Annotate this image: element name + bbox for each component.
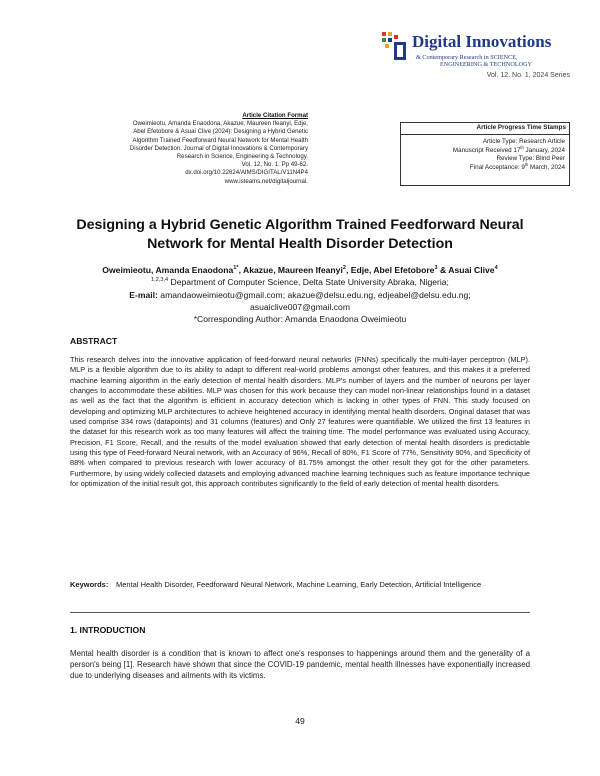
citation-line: Algorithm Trained Feedforward Neural Network for Mental Health	[132, 136, 308, 144]
author-emails	[60, 290, 540, 300]
citation-line: Research in Science, Engineering & Technology.	[176, 153, 308, 161]
corresponding-author: *Corresponding Author: Amanda Enaodona Oweimieotu	[193, 314, 407, 324]
citation-heading: Article Citation Format	[242, 112, 308, 119]
citation-block	[60, 112, 308, 186]
author-email-2[interactable]: asuaiclive007@gmail.com	[250, 302, 350, 312]
introduction-text: Mental health disorder is a condition that is known to affect one's responses to happenings around them and the generality of a person's being [1]. Research have shown that since the COVID-19 pandemic, mental health illnesses have exponentially increased due to underlying diseases and ailments with its victims.	[70, 649, 530, 681]
citation-line: Disorder Detection. Journal of Digital Innovations & Contemporary	[129, 144, 308, 152]
progress-timestamps-box	[400, 122, 570, 186]
citation-line: Oweimieotu, Amanda Enaodona, Akazue, Maureen Ifeanyi, Edje,	[132, 120, 308, 128]
keywords	[70, 580, 530, 590]
author-name: , Akazue, Maureen Ifeanyi	[238, 265, 343, 275]
volume-series: Vol. 12. No. 1, 2024 Series	[486, 72, 570, 79]
email-list[interactable]: amandaoweimieotu@gmail.com; akazue@delsu.edu.ng, edjeabel@delsu.edu.ng;	[157, 290, 471, 300]
citation-line: Abel Efetobore & Asuai Clive (2024): Designing a Hybrid Genetic	[133, 128, 308, 136]
journal-subtitle-1: & Contemporary Research in SCIENCE,	[416, 54, 518, 61]
keywords-values: Mental Health Disorder, Feedforward Neural Network, Machine Learning, Early Detection, Artificial Intelligence	[116, 580, 482, 589]
author-name: Oweimieotu, Amanda Enaodona	[102, 265, 234, 275]
citation-line: Vol. 12, No. 1. Pp 49-62.	[241, 161, 308, 169]
article-type: Article Type: Research Article	[482, 137, 565, 145]
citation-url[interactable]: www.isteams.net/digitaljournal.	[224, 177, 308, 185]
introduction-heading: 1. INTRODUCTION	[70, 625, 146, 635]
keywords-label: Keywords:	[70, 580, 109, 589]
abstract-text: This research delves into the innovative application of feed-forward neural networks (FNNs) specifically the multi-layer perceptron (MLP). MLP is a flexible algorithm due to its ability to adapt to different real-world problems amongst other features, and this makes it a preferred machine learning algorithm in the early detection of mental health disorders. MLP's number of layers and the number of neurons per layer changes to accommodate these abilities. MLP was chosen for this work because they can model non-linear relationships found in a dataset as well as the fact that the algorithm is efficient in accuracy detection which is lacking in other types of FNN. This study focused on developing and optimizing MLP architectures to achieve heightened accuracy in identifying mental health disorders. Original dataset that was used comprise 334 rows (datapoints) and 31 columns (features) and Only 27 features were quantifiable. We utilized the first 13 features in the dataset for this research work as too many features will affect the training time. The model performance was evaluated using Accuracy, Precision, F1 Score, Recall, and the results of the model evaluation showed that early detection of mental health disorders is predictable using this type of Feed-forward Neural network, with an Accuracy of 96%, Recall of 80%, F1 Score of 77%, Sensitivity 90%, and Specificity of 88% when compared to previous research with lower accuracy of 81.75% amongst the other result they got for the other parameters. Furthermore, by using widely collected datasets and employing advanced machine learning techniques such as feature importance technique for optimization of the initial result got, this approach contributes significantly to the field of early detection of mental health disorders.	[70, 355, 530, 489]
author-name: & Asuai Clive	[437, 265, 495, 275]
paper-title: Designing a Hybrid Genetic Algorithm Trained Feedforward Neural Network for Mental Health Disorder Detection	[76, 217, 524, 252]
page-number: 49	[295, 716, 305, 726]
digital-innovations-logo-icon	[380, 30, 410, 64]
abstract-heading: ABSTRACT	[70, 336, 118, 346]
section-divider	[70, 612, 530, 613]
journal-subtitle-2: ENGINEERING & TECHNOLOGY	[440, 61, 532, 68]
affiliation: $^{1,2,3,4}$ Department of Computer Science, Delta State University Abraka, Nigeria;	[151, 277, 449, 287]
manuscript-received: Manuscript Received 17th January, 2024	[452, 144, 565, 154]
author-list: Oweimieotu, Amanda Enaodona$^{1*}$, Akazue, Maureen Ifeanyi$^2$, Edje, Abel Efetobore$^3$ & Asuai Clive$^4$	[102, 265, 498, 275]
email-label: E-mail:	[129, 290, 158, 300]
progress-heading: Article Progress Time Stamps	[401, 123, 569, 135]
citation-doi[interactable]: dx.doi.org/10.22624/AIMS/DIGITAL/V11N4P4	[185, 169, 308, 177]
author-name: , Edje, Abel Efetobore	[345, 265, 435, 275]
journal-name: Digital Innovations	[412, 32, 552, 51]
review-type: Review Type: Blind Peer	[496, 155, 565, 163]
final-acceptance: Final Acceptance: 9th March, 2024	[469, 162, 565, 172]
